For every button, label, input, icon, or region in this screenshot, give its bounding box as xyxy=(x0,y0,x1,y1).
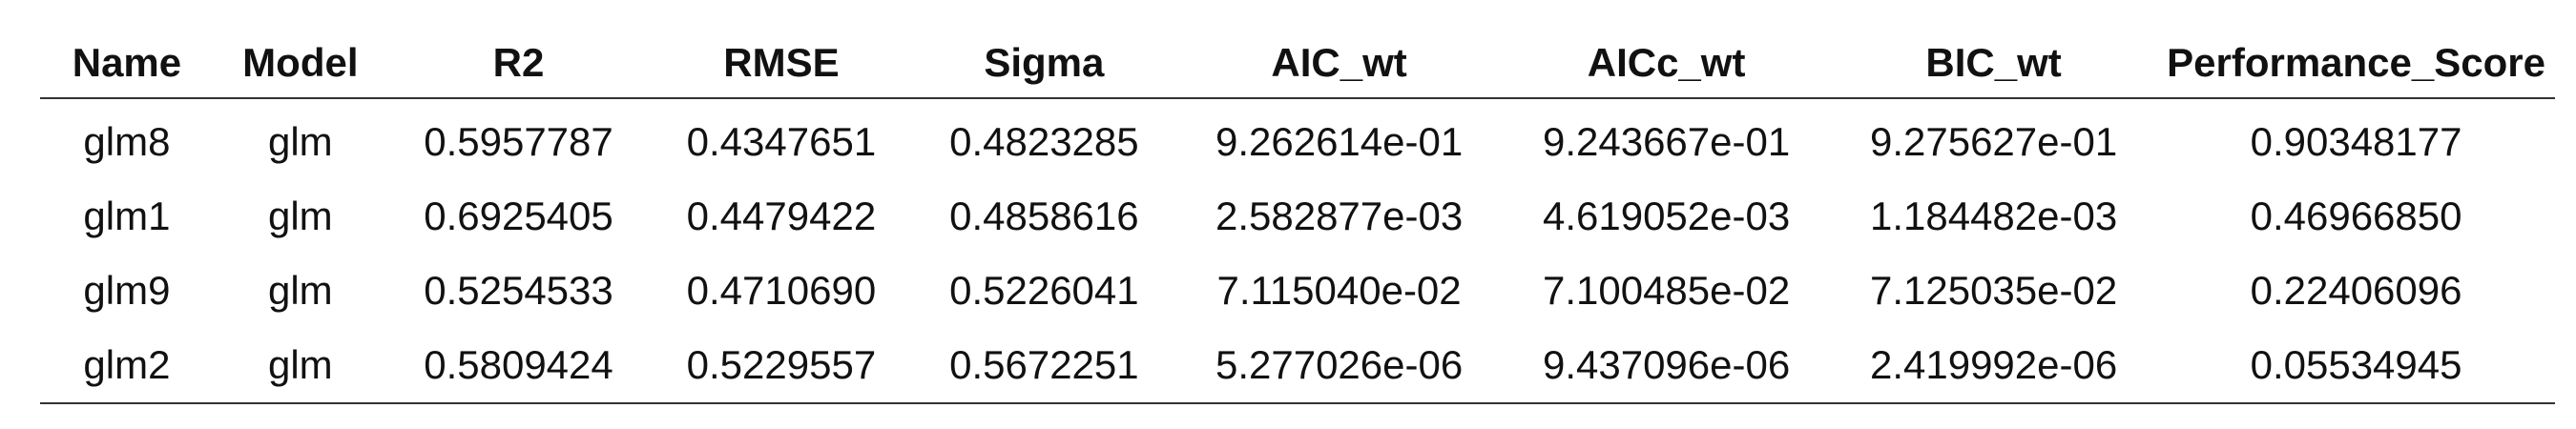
cell-performance-score: 0.05534945 xyxy=(2157,328,2555,403)
cell-aic-wt: 7.115040e-02 xyxy=(1216,268,1462,313)
performance-table xyxy=(40,29,2555,404)
cell-sigma: 0.4858616 xyxy=(949,194,1139,238)
cell-performance-score: 0.22406096 xyxy=(2250,268,2462,313)
cell-name: glm1 xyxy=(83,194,171,238)
cell-aicc-wt: 4.619052e-03 xyxy=(1542,194,1791,238)
cell-aicc-wt: 7.100485e-02 xyxy=(1542,268,1791,313)
cell-aicc-wt: 9.243667e-01 xyxy=(1542,119,1791,164)
cell-performance-score: 0.90348177 xyxy=(2250,119,2462,164)
cell-model: glm xyxy=(267,119,333,164)
header-row xyxy=(40,29,2555,98)
column-header-performance-score: Performance_Score xyxy=(2157,29,2555,98)
cell-rmse: 0.4710690 xyxy=(686,268,877,313)
column-header-bic-wt: BIC_wt xyxy=(1830,29,2157,98)
cell-performance-score: 0.46966850 xyxy=(2250,194,2462,238)
cell-name: glm2 xyxy=(40,328,214,403)
cell-r2: 0.5809424 xyxy=(387,328,650,403)
cell-aic-wt: 2.582877e-03 xyxy=(1215,194,1464,238)
cell-r2: 0.6925405 xyxy=(424,194,613,238)
cell-name: glm9 xyxy=(83,268,171,313)
cell-aic-wt: 9.262614e-01 xyxy=(1215,119,1464,164)
performance-table-container xyxy=(40,29,2555,404)
table-body xyxy=(40,98,2555,403)
column-header-r2: R2 xyxy=(387,29,650,98)
cell-r2: 0.5254533 xyxy=(424,268,613,313)
cell-name: glm8 xyxy=(83,119,171,164)
cell-bic-wt: 7.125035e-02 xyxy=(1869,268,2118,313)
column-header-sigma: Sigma xyxy=(913,29,1175,98)
cell-model: glm xyxy=(214,328,387,403)
column-header-aic-wt: AIC_wt xyxy=(1175,29,1503,98)
cell-sigma: 0.5672251 xyxy=(913,328,1175,403)
cell-model: glm xyxy=(267,194,333,238)
cell-sigma: 0.5226041 xyxy=(949,268,1139,313)
cell-model: glm xyxy=(267,268,333,313)
cell-r2: 0.5957787 xyxy=(424,119,613,164)
table-row xyxy=(40,254,2555,328)
table-row xyxy=(40,98,2555,179)
table-row xyxy=(40,328,2555,403)
column-header-aicc-wt: AICc_wt xyxy=(1503,29,1830,98)
cell-rmse: 0.4347651 xyxy=(686,119,877,164)
table-row xyxy=(40,179,2555,254)
cell-bic-wt: 9.275627e-01 xyxy=(1869,119,2118,164)
cell-sigma: 0.4823285 xyxy=(949,119,1139,164)
cell-bic-wt: 2.419992e-06 xyxy=(1830,328,2157,403)
column-header-model: Model xyxy=(214,29,387,98)
cell-rmse: 0.4479422 xyxy=(686,194,877,238)
column-header-name: Name xyxy=(40,29,214,98)
cell-aic-wt: 5.277026e-06 xyxy=(1175,328,1503,403)
cell-aicc-wt: 9.437096e-06 xyxy=(1503,328,1830,403)
column-header-rmse: RMSE xyxy=(650,29,912,98)
table-header xyxy=(40,29,2555,98)
cell-bic-wt: 1.184482e-03 xyxy=(1869,194,2118,238)
cell-rmse: 0.5229557 xyxy=(650,328,912,403)
